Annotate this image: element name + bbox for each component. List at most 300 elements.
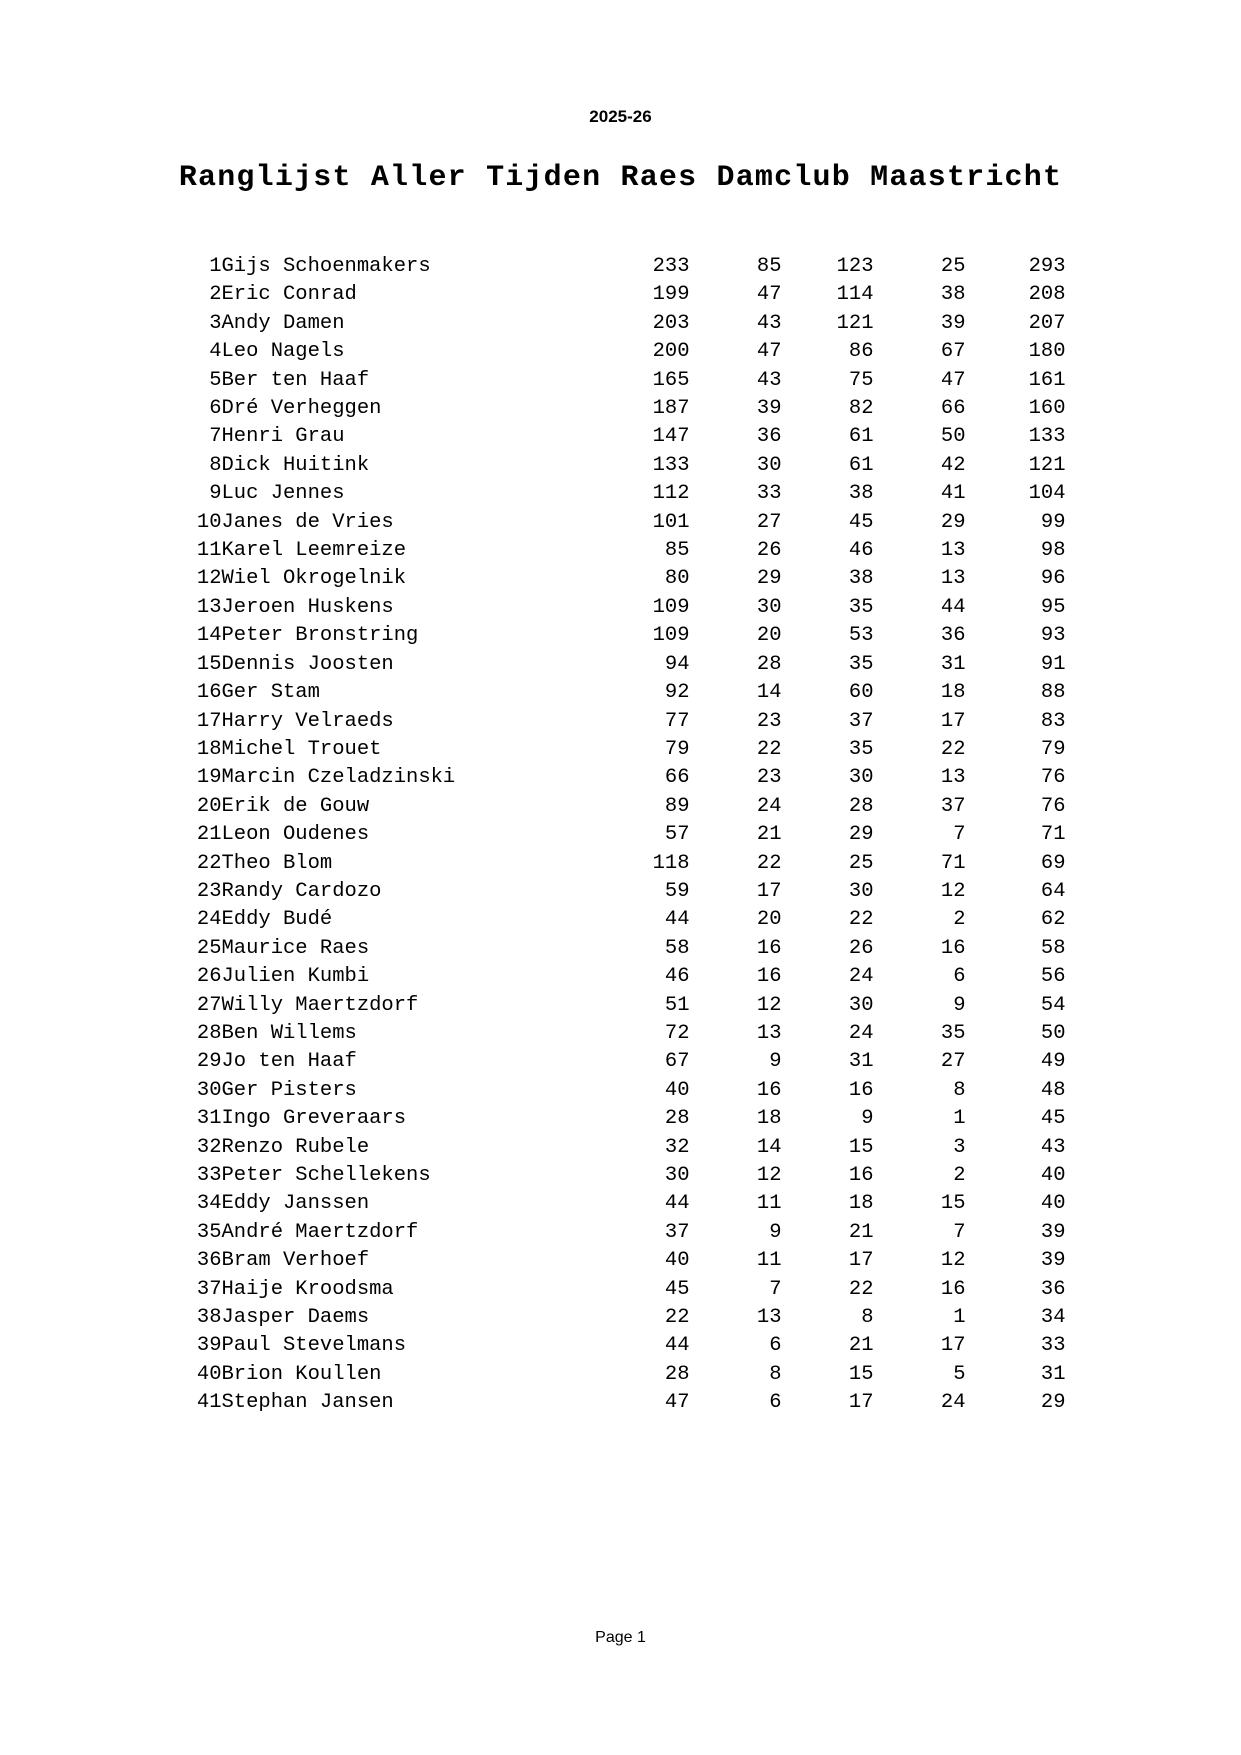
losses-cell: 13	[940, 539, 966, 563]
wins-cell: 22	[756, 851, 782, 875]
table-row	[176, 1361, 1066, 1389]
rank-cell: 19	[196, 766, 222, 790]
draws-cell: 21	[848, 1220, 874, 1244]
wins-cell: 18	[756, 1107, 782, 1131]
rank-cell: 7	[209, 425, 222, 449]
player-name-cell: Andy Damen	[221, 311, 345, 335]
table-row	[176, 537, 1066, 565]
points-cell: 91	[1040, 652, 1066, 676]
rank-cell: 41	[196, 1391, 222, 1415]
wins-cell: 17	[756, 879, 782, 903]
wins-cell: 43	[756, 368, 782, 392]
points-cell: 88	[1040, 681, 1066, 705]
player-name-cell: Gijs Schoenmakers	[221, 255, 431, 278]
draws-cell: 30	[848, 766, 874, 790]
player-name-cell: Bram Verhoef	[221, 1249, 370, 1273]
player-name-cell: Marcin Czeladzinski	[221, 766, 456, 790]
table-row	[176, 793, 1066, 821]
games-cell: 57	[664, 823, 690, 847]
wins-cell: 23	[756, 766, 782, 790]
points-cell: 99	[1040, 510, 1066, 534]
losses-cell: 41	[940, 482, 966, 506]
wins-cell: 47	[756, 340, 782, 364]
wins-cell: 36	[756, 425, 782, 449]
losses-cell: 9	[953, 993, 966, 1017]
losses-cell: 29	[940, 510, 966, 534]
wins-cell: 13	[756, 1306, 782, 1330]
wins-cell: 85	[756, 255, 782, 278]
rank-cell: 10	[196, 510, 222, 534]
draws-cell: 26	[848, 936, 874, 960]
wins-cell: 27	[756, 510, 782, 534]
games-cell: 46	[664, 965, 690, 989]
rank-cell: 8	[209, 453, 222, 477]
points-cell: 133	[1028, 425, 1066, 449]
player-name-cell: Haije Kroodsma	[221, 1277, 394, 1301]
wins-cell: 30	[756, 595, 782, 619]
draws-cell: 30	[848, 879, 874, 903]
draws-cell: 60	[848, 681, 874, 705]
rank-cell: 17	[196, 709, 222, 733]
rank-cell: 1	[209, 255, 222, 278]
games-cell: 165	[652, 368, 690, 392]
table-row	[176, 764, 1066, 792]
losses-cell: 15	[940, 1192, 966, 1216]
losses-cell: 17	[940, 1334, 966, 1358]
rank-cell: 11	[196, 539, 222, 563]
games-cell: 44	[664, 1192, 690, 1216]
table-row	[176, 963, 1066, 991]
points-cell: 64	[1040, 879, 1066, 903]
player-name-cell: Randy Cardozo	[221, 879, 382, 903]
draws-cell: 61	[848, 453, 874, 477]
rank-cell: 28	[196, 1021, 222, 1045]
wins-cell: 9	[769, 1050, 782, 1074]
wins-cell: 20	[756, 624, 782, 648]
player-name-cell: Willy Maertzdorf	[221, 993, 419, 1017]
player-name-cell: Luc Jennes	[221, 482, 345, 506]
draws-cell: 30	[848, 993, 874, 1017]
rank-cell: 40	[196, 1362, 222, 1386]
rank-cell: 21	[196, 823, 222, 847]
losses-cell: 24	[940, 1391, 966, 1415]
draws-cell: 16	[848, 1078, 874, 1102]
points-cell: 293	[1028, 255, 1066, 278]
points-cell: 40	[1040, 1192, 1066, 1216]
losses-cell: 25	[940, 255, 966, 278]
rank-cell: 25	[196, 936, 222, 960]
points-cell: 31	[1040, 1362, 1066, 1386]
table-row	[176, 594, 1066, 622]
draws-cell: 38	[848, 567, 874, 591]
rank-cell: 20	[196, 794, 222, 818]
games-cell: 118	[652, 851, 690, 875]
games-cell: 203	[652, 311, 690, 335]
page-title: Ranglijst Aller Tijden Raes Damclub Maastricht	[178, 161, 1063, 195]
losses-cell: 1	[953, 1107, 966, 1131]
games-cell: 147	[652, 425, 690, 449]
table-row	[176, 281, 1066, 309]
points-cell: 69	[1040, 851, 1066, 875]
losses-cell: 67	[940, 340, 966, 364]
rank-cell: 4	[209, 340, 222, 364]
draws-cell: 31	[848, 1050, 874, 1074]
table-row	[176, 821, 1066, 849]
wins-cell: 16	[756, 1078, 782, 1102]
points-cell: 43	[1040, 1135, 1066, 1159]
table-row	[176, 1020, 1066, 1048]
wins-cell: 24	[756, 794, 782, 818]
rank-cell: 36	[196, 1249, 222, 1273]
wins-cell: 29	[756, 567, 782, 591]
draws-cell: 16	[848, 1164, 874, 1187]
player-name-cell: Ingo Greveraars	[221, 1107, 407, 1131]
draws-cell: 35	[848, 652, 874, 676]
losses-cell: 50	[940, 425, 966, 449]
losses-cell: 7	[953, 1220, 966, 1244]
rank-cell: 29	[196, 1050, 222, 1074]
losses-cell: 6	[953, 965, 966, 989]
player-name-cell: Brion Koullen	[221, 1362, 382, 1386]
points-cell: 208	[1028, 283, 1066, 307]
wins-cell: 26	[756, 539, 782, 563]
rank-cell: 14	[196, 624, 222, 648]
table-row	[176, 509, 1066, 537]
wins-cell: 13	[756, 1021, 782, 1045]
table-row	[176, 452, 1066, 480]
losses-cell: 31	[940, 652, 966, 676]
draws-cell: 82	[848, 397, 874, 421]
games-cell: 133	[652, 453, 690, 477]
losses-cell: 36	[940, 624, 966, 648]
losses-cell: 17	[940, 709, 966, 733]
draws-cell: 53	[848, 624, 874, 648]
points-cell: 83	[1040, 709, 1066, 733]
games-cell: 77	[664, 709, 690, 733]
player-name-cell: Ger Stam	[221, 681, 320, 705]
games-cell: 200	[652, 340, 690, 364]
games-cell: 22	[664, 1306, 690, 1330]
table-row	[176, 622, 1066, 650]
draws-cell: 61	[848, 425, 874, 449]
games-cell: 66	[664, 766, 690, 790]
points-cell: 96	[1040, 567, 1066, 591]
losses-cell: 47	[940, 368, 966, 392]
wins-cell: 6	[769, 1334, 782, 1358]
points-cell: 93	[1040, 624, 1066, 648]
rank-cell: 16	[196, 681, 222, 705]
draws-cell: 86	[848, 340, 874, 364]
games-cell: 112	[652, 482, 690, 506]
rank-cell: 13	[196, 595, 222, 619]
player-name-cell: Ger Pisters	[221, 1078, 357, 1102]
points-cell: 56	[1040, 965, 1066, 989]
rank-cell: 37	[196, 1277, 222, 1301]
table-row	[176, 651, 1066, 679]
table-row	[176, 1077, 1066, 1105]
wins-cell: 12	[756, 1164, 782, 1187]
draws-cell: 45	[848, 510, 874, 534]
rank-cell: 23	[196, 879, 222, 903]
games-cell: 30	[664, 1164, 690, 1187]
player-name-cell: Julien Kumbi	[221, 965, 370, 989]
losses-cell: 38	[940, 283, 966, 307]
points-cell: 121	[1028, 453, 1066, 477]
losses-cell: 37	[940, 794, 966, 818]
player-name-cell: Dennis Joosten	[221, 652, 394, 676]
losses-cell: 44	[940, 595, 966, 619]
wins-cell: 11	[756, 1192, 782, 1216]
games-cell: 199	[652, 283, 690, 307]
player-name-cell: André Maertzdorf	[221, 1220, 419, 1244]
wins-cell: 16	[756, 965, 782, 989]
games-cell: 45	[664, 1277, 690, 1301]
games-cell: 89	[664, 794, 690, 818]
table-row	[176, 935, 1066, 963]
wins-cell: 22	[756, 737, 782, 761]
points-cell: 161	[1028, 368, 1066, 392]
games-cell: 51	[664, 993, 690, 1017]
table-row	[176, 565, 1066, 593]
rank-cell: 6	[209, 397, 222, 421]
table-row	[176, 992, 1066, 1020]
games-cell: 79	[664, 737, 690, 761]
ranking-table	[176, 253, 1066, 1418]
games-cell: 109	[652, 595, 690, 619]
games-cell: 85	[664, 539, 690, 563]
losses-cell: 13	[940, 567, 966, 591]
wins-cell: 39	[756, 397, 782, 421]
ranking-table-wrapper	[0, 253, 1241, 1418]
draws-cell: 24	[848, 1021, 874, 1045]
losses-cell: 3	[953, 1135, 966, 1159]
losses-cell: 2	[953, 1164, 966, 1187]
rank-cell: 2	[209, 283, 222, 307]
wins-cell: 43	[756, 311, 782, 335]
points-cell: 76	[1040, 794, 1066, 818]
points-cell: 39	[1040, 1220, 1066, 1244]
losses-cell: 22	[940, 737, 966, 761]
player-name-cell: Harry Velraeds	[221, 709, 394, 733]
games-cell: 109	[652, 624, 690, 648]
points-cell: 36	[1040, 1277, 1066, 1301]
points-cell: 58	[1040, 936, 1066, 960]
rank-cell: 3	[209, 311, 222, 335]
player-name-cell: Erik de Gouw	[221, 794, 370, 818]
losses-cell: 39	[940, 311, 966, 335]
draws-cell: 22	[848, 908, 874, 932]
table-row	[176, 878, 1066, 906]
player-name-cell: Henri Grau	[221, 425, 345, 449]
draws-cell: 114	[836, 283, 874, 307]
player-name-cell: Peter Schellekens	[221, 1164, 431, 1187]
player-name-cell: Janes de Vries	[221, 510, 394, 534]
games-cell: 94	[664, 652, 690, 676]
games-cell: 40	[664, 1078, 690, 1102]
games-cell: 44	[664, 1334, 690, 1358]
wins-cell: 8	[769, 1362, 782, 1386]
games-cell: 44	[664, 908, 690, 932]
games-cell: 80	[664, 567, 690, 591]
losses-cell: 13	[940, 766, 966, 790]
season-label: 2025-26	[589, 107, 652, 126]
player-name-cell: Eddy Budé	[221, 908, 333, 932]
player-name-cell: Leo Nagels	[221, 340, 345, 364]
player-name-cell: Dick Huitink	[221, 453, 370, 477]
games-cell: 40	[664, 1249, 690, 1273]
games-cell: 233	[652, 255, 690, 278]
points-cell: 207	[1028, 311, 1066, 335]
draws-cell: 22	[848, 1277, 874, 1301]
games-cell: 47	[664, 1391, 690, 1415]
table-row	[176, 423, 1066, 451]
points-cell: 79	[1040, 737, 1066, 761]
points-cell: 40	[1040, 1164, 1066, 1187]
player-name-cell: Stephan Jansen	[221, 1391, 394, 1415]
points-cell: 29	[1040, 1391, 1066, 1415]
draws-cell: 46	[848, 539, 874, 563]
table-row	[176, 310, 1066, 338]
table-row	[176, 679, 1066, 707]
player-name-cell: Eddy Janssen	[221, 1192, 370, 1216]
losses-cell: 66	[940, 397, 966, 421]
player-name-cell: Peter Bronstring	[221, 624, 419, 648]
points-cell: 180	[1028, 340, 1066, 364]
rank-cell: 39	[196, 1334, 222, 1358]
losses-cell: 35	[940, 1021, 966, 1045]
losses-cell: 2	[953, 908, 966, 932]
losses-cell: 8	[953, 1078, 966, 1102]
table-row	[176, 1276, 1066, 1304]
games-cell: 187	[652, 397, 690, 421]
wins-cell: 11	[756, 1249, 782, 1273]
points-cell: 98	[1040, 539, 1066, 563]
rank-cell: 32	[196, 1135, 222, 1159]
draws-cell: 28	[848, 794, 874, 818]
player-name-cell: Jo ten Haaf	[221, 1050, 357, 1074]
wins-cell: 14	[756, 1135, 782, 1159]
losses-cell: 18	[940, 681, 966, 705]
points-cell: 49	[1040, 1050, 1066, 1074]
table-row	[176, 736, 1066, 764]
table-row	[176, 480, 1066, 508]
draws-cell: 15	[848, 1135, 874, 1159]
wins-cell: 47	[756, 283, 782, 307]
wins-cell: 23	[756, 709, 782, 733]
losses-cell: 16	[940, 936, 966, 960]
points-cell: 104	[1028, 482, 1066, 506]
rank-cell: 24	[196, 908, 222, 932]
rank-cell: 38	[196, 1306, 222, 1330]
games-cell: 92	[664, 681, 690, 705]
draws-cell: 18	[848, 1192, 874, 1216]
wins-cell: 16	[756, 936, 782, 960]
losses-cell: 12	[940, 879, 966, 903]
losses-cell: 71	[940, 851, 966, 875]
games-cell: 58	[664, 936, 690, 960]
table-row	[176, 1134, 1066, 1162]
draws-cell: 17	[848, 1391, 874, 1415]
table-row	[176, 1332, 1066, 1360]
games-cell: 28	[664, 1362, 690, 1386]
games-cell: 101	[652, 510, 690, 534]
points-cell: 50	[1040, 1021, 1066, 1045]
draws-cell: 75	[848, 368, 874, 392]
draws-cell: 25	[848, 851, 874, 875]
table-row	[176, 1190, 1066, 1218]
rank-cell: 35	[196, 1220, 222, 1244]
player-name-cell: Jasper Daems	[221, 1306, 370, 1330]
table-row	[176, 906, 1066, 934]
wins-cell: 33	[756, 482, 782, 506]
page-footer: Page 1	[595, 1629, 646, 1646]
rank-cell: 18	[196, 737, 222, 761]
rank-cell: 15	[196, 652, 222, 676]
rank-cell: 34	[196, 1192, 222, 1216]
table-row	[176, 1219, 1066, 1247]
games-cell: 32	[664, 1135, 690, 1159]
rank-cell: 30	[196, 1078, 222, 1102]
losses-cell: 1	[953, 1306, 966, 1330]
points-cell: 160	[1028, 397, 1066, 421]
wins-cell: 9	[769, 1220, 782, 1244]
wins-cell: 14	[756, 681, 782, 705]
draws-cell: 21	[848, 1334, 874, 1358]
rank-cell: 31	[196, 1107, 222, 1131]
rank-cell: 33	[196, 1164, 222, 1187]
table-row	[176, 395, 1066, 423]
draws-cell: 35	[848, 595, 874, 619]
wins-cell: 28	[756, 652, 782, 676]
draws-cell: 8	[861, 1306, 874, 1330]
table-row	[176, 1105, 1066, 1133]
rank-cell: 12	[196, 567, 222, 591]
table-row	[176, 1304, 1066, 1332]
player-name-cell: Dré Verheggen	[221, 397, 382, 421]
games-cell: 72	[664, 1021, 690, 1045]
losses-cell: 7	[953, 823, 966, 847]
draws-cell: 9	[861, 1107, 874, 1131]
wins-cell: 6	[769, 1391, 782, 1415]
draws-cell: 24	[848, 965, 874, 989]
player-name-cell: Renzo Rubele	[221, 1135, 370, 1159]
losses-cell: 42	[940, 453, 966, 477]
rank-cell: 22	[196, 851, 222, 875]
draws-cell: 15	[848, 1362, 874, 1386]
games-cell: 59	[664, 879, 690, 903]
player-name-cell: Michel Trouet	[221, 737, 382, 761]
player-name-cell: Eric Conrad	[221, 283, 357, 307]
points-cell: 33	[1040, 1334, 1066, 1358]
wins-cell: 21	[756, 823, 782, 847]
losses-cell: 5	[953, 1362, 966, 1386]
rank-cell: 9	[209, 482, 222, 506]
points-cell: 45	[1040, 1107, 1066, 1131]
table-row	[176, 253, 1066, 281]
losses-cell: 12	[940, 1249, 966, 1273]
table-row	[176, 367, 1066, 395]
wins-cell: 12	[756, 993, 782, 1017]
player-name-cell: Karel Leemreize	[221, 539, 407, 563]
rank-cell: 26	[196, 965, 222, 989]
player-name-cell: Maurice Raes	[221, 936, 370, 960]
table-row	[176, 1247, 1066, 1275]
rank-cell: 27	[196, 993, 222, 1017]
points-cell: 95	[1040, 595, 1066, 619]
player-name-cell: Ben Willems	[221, 1021, 357, 1045]
table-row	[176, 1048, 1066, 1076]
player-name-cell: Paul Stevelmans	[221, 1334, 407, 1358]
